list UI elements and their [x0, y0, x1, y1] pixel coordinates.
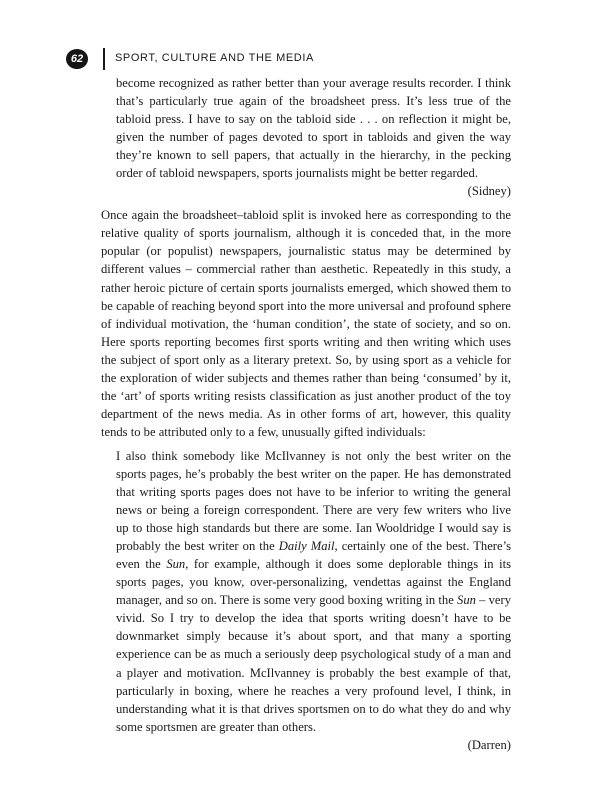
quote-text-segment: , for example, although it does some deplorable things in its sports pages, you know, over-personalizing, vendettas against the England manager, and so on. There is some very good boxing writing in the	[116, 557, 511, 608]
quote-text: become recognized as rather better than your average results recorder. I think that’s particularly true again of the broadsheet press. It’s less true of the tabloid press. I have to say on the tabloid side . . . on reflection it might be, given the number of pages devoted to sport in tabloids and given the way they’re known to sell papers, that actually in the hierarchy, in the pecking order of tabloid newspapers, sports journalists might be better regarded.	[116, 76, 511, 181]
page-number: 62	[66, 49, 88, 69]
quote-text-segment: – very vivid. So I try to develop the idea that sports writing doesn’t have to be downmarket simply because it’s about sport, and that many a sporting experience can be as much a seriously deep psychological study of a man and a player and motivation. McIlvanney is probably the best example of that, particularly in boxing, where he reaches a very profound level, I think, in understanding what it is that drives sportsmen on to do what they do and why some sportsmen are greater than others.	[116, 593, 511, 734]
running-head-title: SPORT, CULTURE AND THE MEDIA	[115, 52, 314, 64]
block-quote-darren	[116, 447, 511, 754]
publication-title: Sun	[166, 557, 186, 572]
quote-attribution: (Darren)	[467, 737, 511, 752]
block-quote-sidney	[116, 74, 511, 200]
header-divider	[103, 48, 105, 70]
quote-attribution: (Sidney)	[467, 184, 511, 199]
running-header	[66, 49, 546, 71]
quote-text-segment: , certainly one of the best. There’s even the	[116, 539, 511, 572]
publication-title: Daily Mail	[278, 539, 335, 554]
page-body	[101, 74, 511, 754]
publication-title: Sun	[457, 593, 476, 608]
quote-text-segment: I also think somebody like McIlvanney is not only the best writer on the sports pages, he’s probably the best writer on the paper. He has demonstrated that writing sports pages does not have to be inferior to writing the general news or being a foreign correspondent. There are very few writers who live up to those high standards but there are some. Ian Wooldridge I would say is probably the best writer on the	[116, 448, 511, 554]
quote-text	[116, 447, 511, 736]
body-paragraph: Once again the broadsheet–tabloid split is invoked here as corresponding to the relative quality of sports journalism, although it is conceded that, in the more popular (or populist) newspapers, journalistic status may be determined by different values – commercial rather than aesthetic. Repeatedly in this study, a rather heroic picture of certain sports journalists emerged, which showed them to be capable of reaching beyond sport into the more universal and profound sphere of individual motivation, the ‘human condition’, the state of society, and so on. Here sports reporting becomes first sports writing and then writing which uses the subject of sport only as a literary pretext. So, by using sport as a vehicle for the exploration of wider subjects and themes rather than being ‘consumed’ by it, the ‘art’ of sports writing resists classification as just another product of the toy department of the news media. As in other forms of art, however, this quality tends to be attributed only to a few, unusually gifted individuals:	[101, 208, 511, 439]
